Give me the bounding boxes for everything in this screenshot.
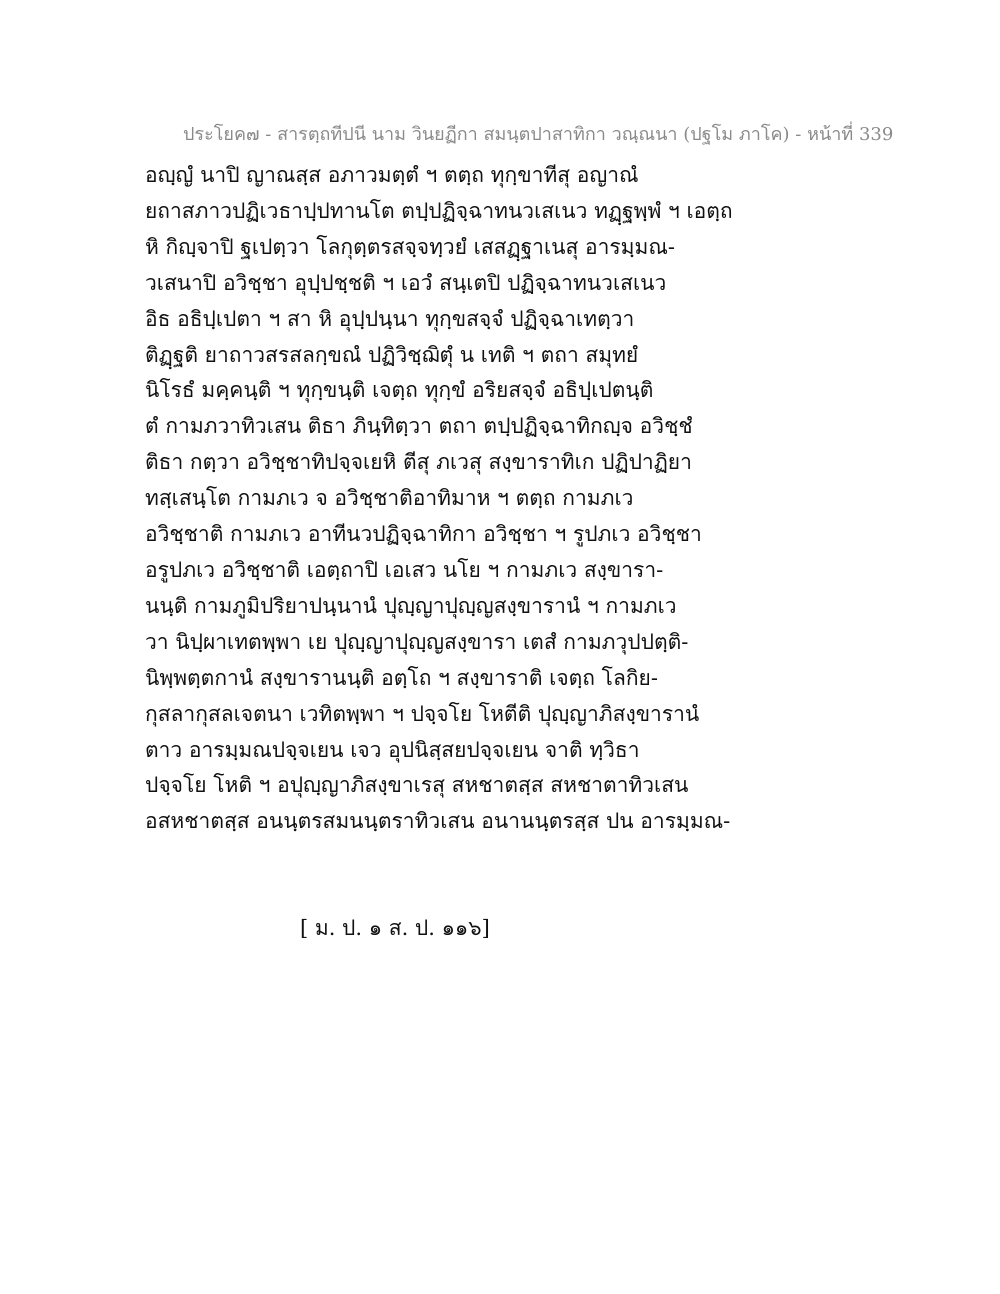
text-line: วเสนาปิ อวิชฺชา อุปฺปชฺชติ ฯ เอวํ สนฺเตปิ ปฏิจฺฉาทนวเสเนว	[145, 270, 667, 295]
text-line: นิโรธํ มคฺคนฺติ ฯ ทุกฺขนฺติ เจตฺถ ทุกฺขํ อริยสจฺจํ อธิปฺเปตนฺติ	[145, 378, 654, 403]
text-line: อญฺญํ นาปิ ญาณสฺส อภาวมตฺตํ ฯ ตตฺถ ทุกฺขาทีสุ อญาณํ	[145, 163, 639, 187]
text-line: อรูปภเว อวิชฺชาติ เอตฺถาปิ เอเสว นโย ฯ กามภเว สงฺขารา-	[145, 557, 664, 582]
text-line: อิธ อธิปฺเปตา ฯ สา หิ อุปฺปนฺนา ทุกฺขสจฺจํ ปฏิจฺฉาเทตฺวา	[145, 306, 635, 331]
text-line: ทสฺเสนฺโต กามภเว จ อวิชฺชาติอาทิมาห ฯ ตตฺถ กามภเว	[145, 486, 634, 511]
running-header: ประโยค๗ - สารตฺถทีปนี นาม วินยฏีกา สมนฺตปาสาทิกา วณฺณนา (ปฐโม ภาโค) - หน้าที่ 339	[183, 124, 894, 145]
text-line: วา นิปฺผาเทตพฺพา เย ปุญฺญาปุญฺญสงฺขารา เตสํ กามภวุปปตฺติ-	[145, 629, 689, 654]
text-line: อวิชฺชาติ กามภเว อาทีนวปฏิจฺฉาทิกา อวิชฺชา ฯ รูปภเว อวิชฺชา	[145, 522, 702, 547]
text-line: ติฏฺฐติ ยาถาวสรสลกฺขณํ ปฏิวิชฺฌิตุํ น เทติ ฯ ตถา สมุทยํ	[145, 342, 639, 367]
text-line: นนฺติ กามภูมิปริยาปนฺนานํ ปุญฺญาปุญฺญสงฺขารานํ ฯ กามภเว	[145, 593, 677, 618]
text-line: หิ กิญฺจาปิ ฐเปตฺวา โลกุตฺตรสจฺจทฺวยํ เสสฏฺฐาเนสุ อารมฺมณ-	[145, 234, 675, 259]
text-line: อสหชาตสฺส อนนฺตรสมนนฺตราทิวเสน อนานนฺตรสฺส ปน อารมฺมณ-	[145, 809, 731, 834]
page-reference-footnote: [ ม. ป. ๑ ส. ป. ๑๑๖]	[300, 916, 490, 940]
text-line: ติธา กตฺวา อวิชฺชาทิปจฺจเยหิ ตีสุ ภเวสุ สงฺขาราทิเก ปฏิปาฏิยา	[145, 450, 692, 475]
text-line: ตํ กามภวาทิวเสน ติธา ภินฺทิตฺวา ตถา ตปฺปฏิจฺฉาทิกญฺจ อวิชฺชํ	[145, 414, 693, 439]
text-line: กุสลากุสลเจตนา เวทิตพฺพา ฯ ปจฺจโย โหตีติ ปุญฺญาภิสงฺขารานํ	[145, 701, 700, 726]
text-line: นิพฺพตฺตกานํ สงฺขารานนฺติ อตฺโถ ฯ สงฺขาราติ เจตฺถ โลกิย-	[145, 665, 658, 690]
text-line: ตาว อารมฺมณปจฺจเยน เจว อุปนิสฺสยปจฺจเยน จาติ ทฺวิธา	[145, 737, 640, 762]
text-line: ปจฺจโย โหติ ฯ อปุญฺญาภิสงฺขาเรสุ สหชาตสฺส สหชาตาทิวเสน	[145, 773, 689, 798]
text-line: ยถาสภาวปฏิเวธาปฺปทานโต ตปฺปฏิจฺฉาทนวเสเนว ทฏฺฐพฺพํ ฯ เอตฺถ	[145, 198, 733, 223]
body-text	[145, 158, 965, 840]
